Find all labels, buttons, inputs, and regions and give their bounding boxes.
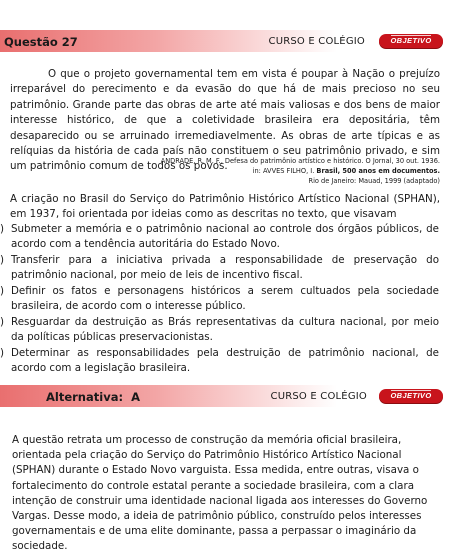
option-text: Submeter a memória e o patrimônio nacional ao controle dos órgãos públicos, de acordo com a tendência autoritária do Estado Novo. xyxy=(11,223,439,251)
option-text: Determinar as responsabilidades pela destruição de patrimônio nacional, de acordo com a legislação brasileira. xyxy=(11,347,439,375)
objetivo-logo xyxy=(379,34,443,48)
answer-label: Alternativa: A xyxy=(46,390,140,404)
question-header-bar xyxy=(0,30,449,52)
objetivo-logo xyxy=(379,389,443,403)
option-marker: ) xyxy=(0,223,5,235)
answer-value: A xyxy=(131,390,140,404)
source-line-2: in: AVVES FILHO, I. Brasil, 500 anos em documentos. xyxy=(252,167,440,175)
answer-bar xyxy=(0,385,449,407)
option-marker: ) xyxy=(0,347,5,359)
brand-label: CURSO E COLÉGIO xyxy=(270,391,367,402)
resolution-text: A questão retrata um processo de construção da memória oficial brasileira, orientada pela criação do Serviço do Patrimônio Histórico Artístico Nacional (SPHAN) durante o Estado Novo varguista. Essa medida, entre outras, visava o fortalecimento do controle estatal perante a sociedade brasileira, com a clara intenção de construir uma identidade nacional ligada aos interesses do Governo Vargas. Desse modo, a ideia de patrimônio público, construído pelos interesses governamentais e de uma elite dominante, passa a perpassar o imaginário da sociedade. xyxy=(12,434,428,553)
source-line-3: Rio de Janeiro: Mauad, 1999 (adaptado) xyxy=(308,177,440,185)
logo-text: OBJETIVO xyxy=(390,391,432,400)
question-stem: A criação no Brasil do Serviço do Patrimônio Histórico Artístico Nacional (SPHAN), em 1937, foi orientada por ideias como as descritas no texto, que visavam xyxy=(10,193,440,221)
option-text: Resguardar da destruição as Brás representativas da cultura nacional, por meio da políticas públicas preservacionistas. xyxy=(11,316,439,344)
source-line-1: ANDRADE, R. M. F., Defesa do patrimônio artístico e histórico. O Jornal, 30 out. 1936. xyxy=(160,157,440,165)
option-marker: ) xyxy=(0,316,5,328)
option-text: Transferir para a iniciativa privada a responsabilidade de preservação do patrimônio nacional, por meio de leis de incentivo fiscal. xyxy=(11,254,439,282)
question-title: Questão 27 xyxy=(4,35,78,49)
brand-label: CURSO E COLÉGIO xyxy=(268,36,365,47)
option-marker: ) xyxy=(0,285,5,297)
source-book-title: Brasil, 500 anos em documentos. xyxy=(316,167,440,175)
option-marker: ) xyxy=(0,254,5,266)
option-text: Definir os fatos e personagens históricos a serem cultuados pela sociedade brasileira, de acordo com o interesse público. xyxy=(11,285,439,313)
passage-source xyxy=(161,156,440,186)
passage-body: O que o projeto governamental tem em vista é poupar à Nação o prejuízo irreparável do perecimento e da evasão do que há de mais precioso no seu patrimônio. Grande parte das obras de arte até mais valiosas e dos bens de maior interesse histórico, de que a coletividade brasileira era depositária, têm desaparecido ou se arruinado irremediavelmente. As obras de arte típicas e as relíquias da história de cada país não constituem o seu patrimônio privado, e sim um patrimônio comum de todos os povos. xyxy=(10,68,440,173)
logo-text: OBJETIVO xyxy=(390,36,432,45)
